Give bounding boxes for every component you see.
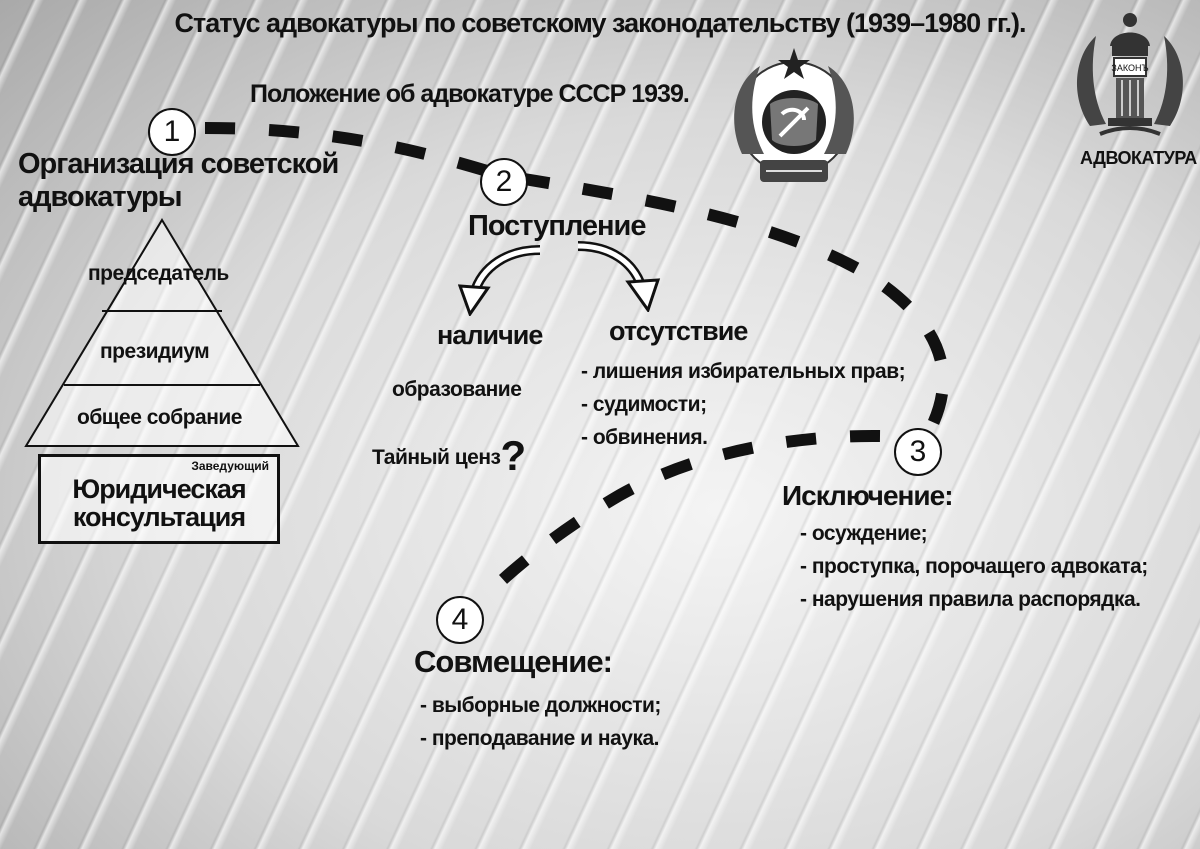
absence-list: [581, 360, 905, 459]
list-item: - проступка, порочащего адвоката;: [800, 555, 1148, 578]
ussr-emblem-icon: [720, 44, 868, 192]
tier-general-meeting: общее собрание: [77, 406, 242, 429]
secret-qualification-label: Тайный ценз: [372, 446, 501, 469]
exclusion-heading: Исключение:: [782, 480, 953, 511]
advocacy-label: АДВОКАТУРА: [1080, 148, 1197, 168]
list-item: - выборные должности;: [420, 694, 661, 717]
organization-heading: Организация советской адвокатуры: [18, 148, 339, 213]
law-inscription: ЗАКОНЪ: [1111, 63, 1149, 73]
list-item: - осуждение;: [800, 522, 928, 545]
presence-heading: наличие: [437, 320, 543, 350]
step-2-marker: 2: [480, 158, 528, 206]
secret-qualification: [372, 432, 526, 480]
list-item: - лишения избирательных прав;: [581, 360, 906, 383]
education-requirement: образование: [392, 378, 522, 401]
regulation-subtitle: Положение об адвокатуре СССР 1939.: [250, 80, 689, 108]
combination-heading: Совмещение:: [414, 644, 612, 679]
combination-list: [420, 694, 661, 760]
list-item: - преподавание и наука.: [420, 727, 659, 750]
left-branch-arrow-icon: [458, 244, 548, 316]
step-3-marker: 3: [894, 428, 942, 476]
list-item: - судимости;: [581, 393, 707, 416]
admission-heading: Поступление: [468, 210, 646, 242]
page-title: Статус адвокатуры по советскому законодательству (1939–1980 гг.).: [174, 8, 1026, 38]
head-label: Заведующий: [191, 459, 269, 473]
tier-chairman: председатель: [88, 262, 229, 285]
tier-presidium: президиум: [100, 340, 210, 363]
exclusion-list: [800, 522, 1148, 621]
list-item: - нарушения правила распорядка.: [800, 588, 1141, 611]
right-branch-arrow-icon: [572, 240, 662, 312]
list-item: - обвинения.: [581, 426, 708, 449]
advocacy-emblem-icon: [1070, 6, 1190, 146]
legal-consultation-box: [38, 454, 280, 544]
legal-consultation-label: Юридическая консультация: [72, 474, 246, 532]
question-mark: ?: [500, 432, 526, 479]
step-1-marker: 1: [148, 108, 196, 156]
step-4-marker: 4: [436, 596, 484, 644]
absence-heading: отсутствие: [609, 316, 748, 346]
